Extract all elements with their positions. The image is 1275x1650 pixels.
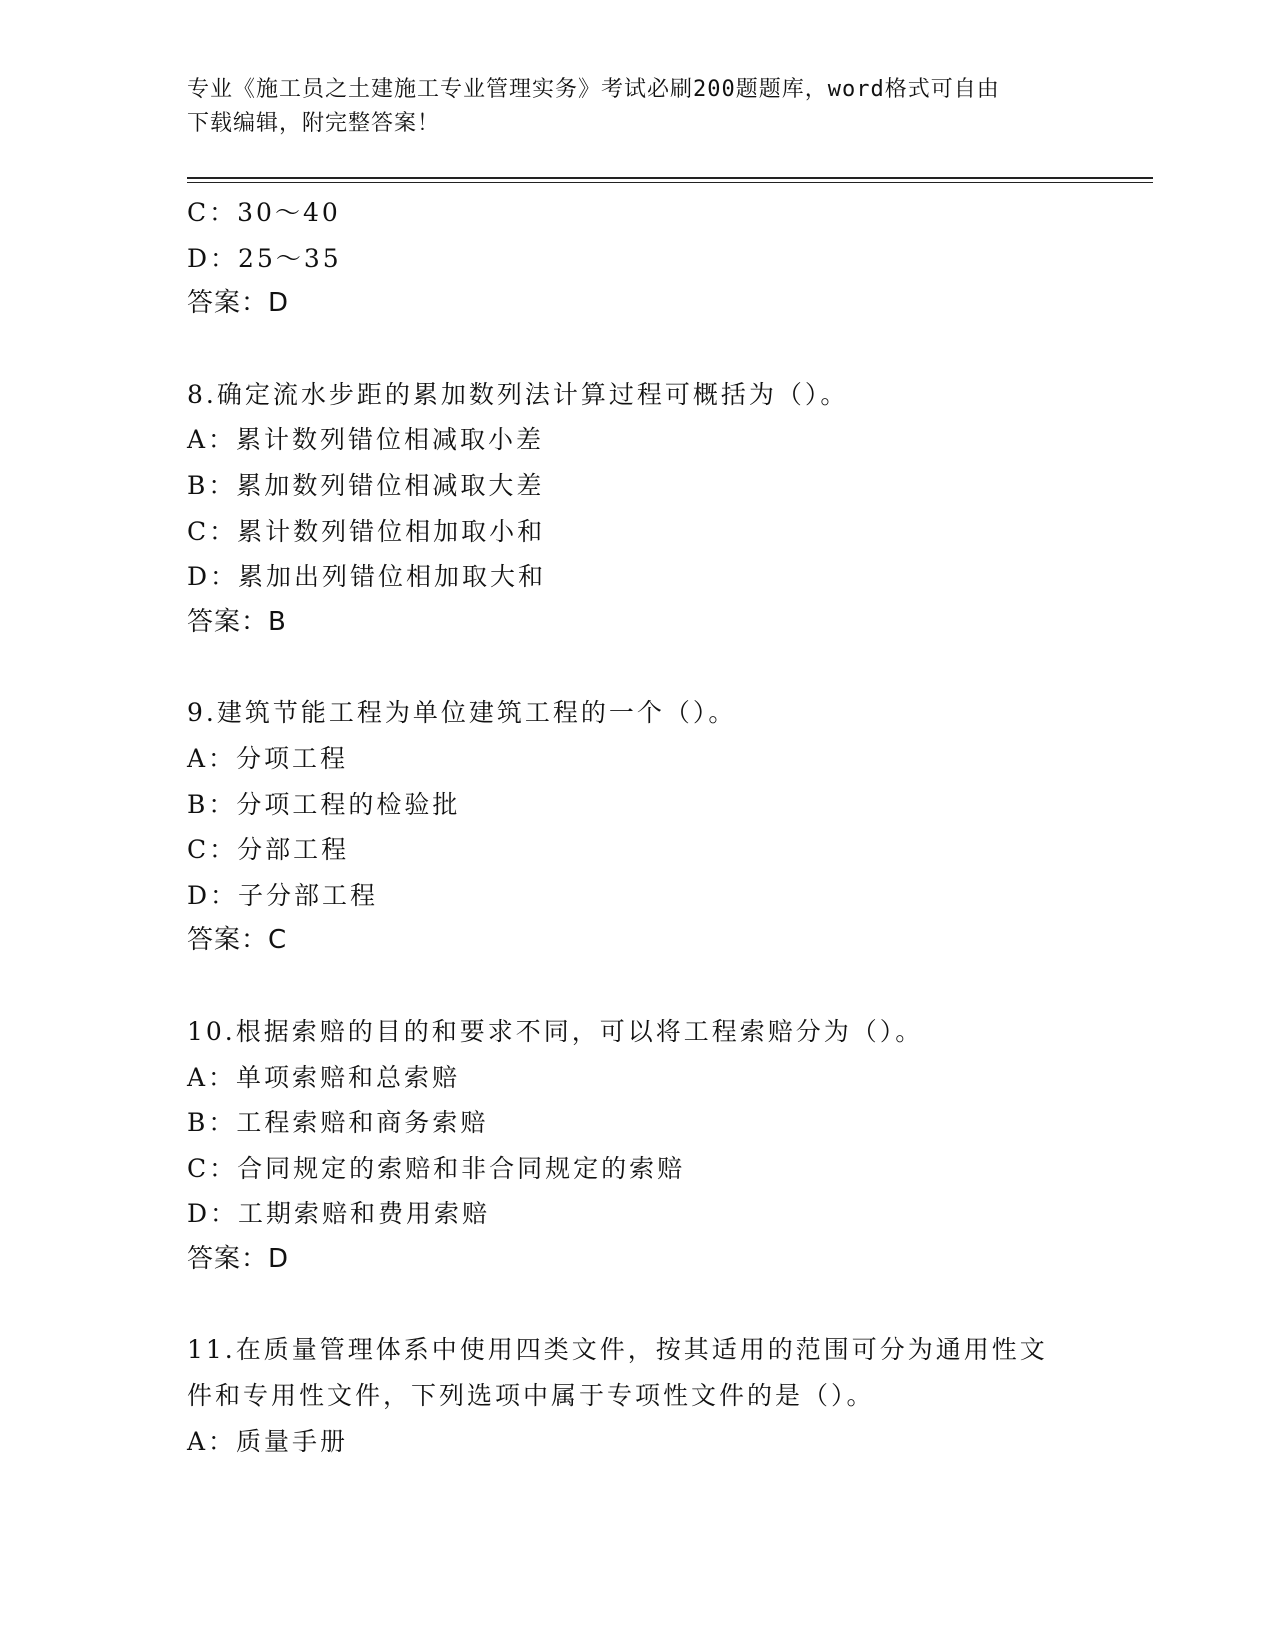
option-a: A：分项工程 — [187, 743, 349, 773]
option-c: C：合同规定的索赔和非合同规定的索赔 — [187, 1153, 686, 1183]
option-a: A：单项索赔和总索赔 — [187, 1062, 461, 1092]
option-b: B：分项工程的检验批 — [187, 789, 461, 819]
header-divider-thin — [187, 182, 1153, 183]
document-header — [187, 73, 1087, 141]
option-b: B：工程索赔和商务索赔 — [187, 1108, 489, 1138]
answer-line: 答案：B — [187, 606, 287, 637]
option-c: C：累计数列错位相加取小和 — [187, 516, 546, 546]
option-d: D：累加出列错位相加取大和 — [187, 562, 547, 592]
answer-line: 答案：C — [187, 925, 288, 956]
spacer — [187, 645, 1107, 690]
spacer — [187, 327, 1107, 372]
spacer — [187, 1282, 1107, 1327]
header-divider — [187, 177, 1153, 179]
question-stem: 8.确定流水步距的累加数列法计算过程可概括为（）。 — [187, 379, 849, 409]
spacer — [187, 964, 1107, 1009]
header-line-2: 下载编辑，附完整答案！ — [187, 111, 441, 136]
option-d: D：25～35 — [187, 243, 342, 273]
option-b: B：累加数列错位相减取大差 — [187, 470, 545, 500]
option-c: C：分部工程 — [187, 835, 350, 865]
answer-line: 答案：D — [187, 288, 290, 319]
option-a: A：质量手册 — [187, 1426, 349, 1456]
option-d: D：工期索赔和费用索赔 — [187, 1199, 491, 1229]
question-stem-line-2: 件和专用性文件，下列选项中属于专项性文件的是（）。 — [187, 1381, 875, 1411]
option-c: C：30～40 — [187, 198, 341, 227]
option-a: A：累计数列错位相减取小差 — [187, 425, 545, 455]
question-stem-line-1: 11.在质量管理体系中使用四类文件，按其适用的范围可分为通用性文 — [187, 1335, 1048, 1365]
question-stem: 10.根据索赔的目的和要求不同，可以将工程索赔分为（）。 — [187, 1016, 924, 1046]
option-d: D：子分部工程 — [187, 880, 379, 910]
header-line-1: 专业《施工员之土建施工专业管理实务》考试必刷200题题库，word格式可自由 — [187, 77, 1000, 102]
answer-line: 答案：D — [187, 1243, 290, 1274]
question-stem: 9.建筑节能工程为单位建筑工程的一个（）。 — [187, 698, 737, 728]
document-body — [187, 190, 1107, 1464]
